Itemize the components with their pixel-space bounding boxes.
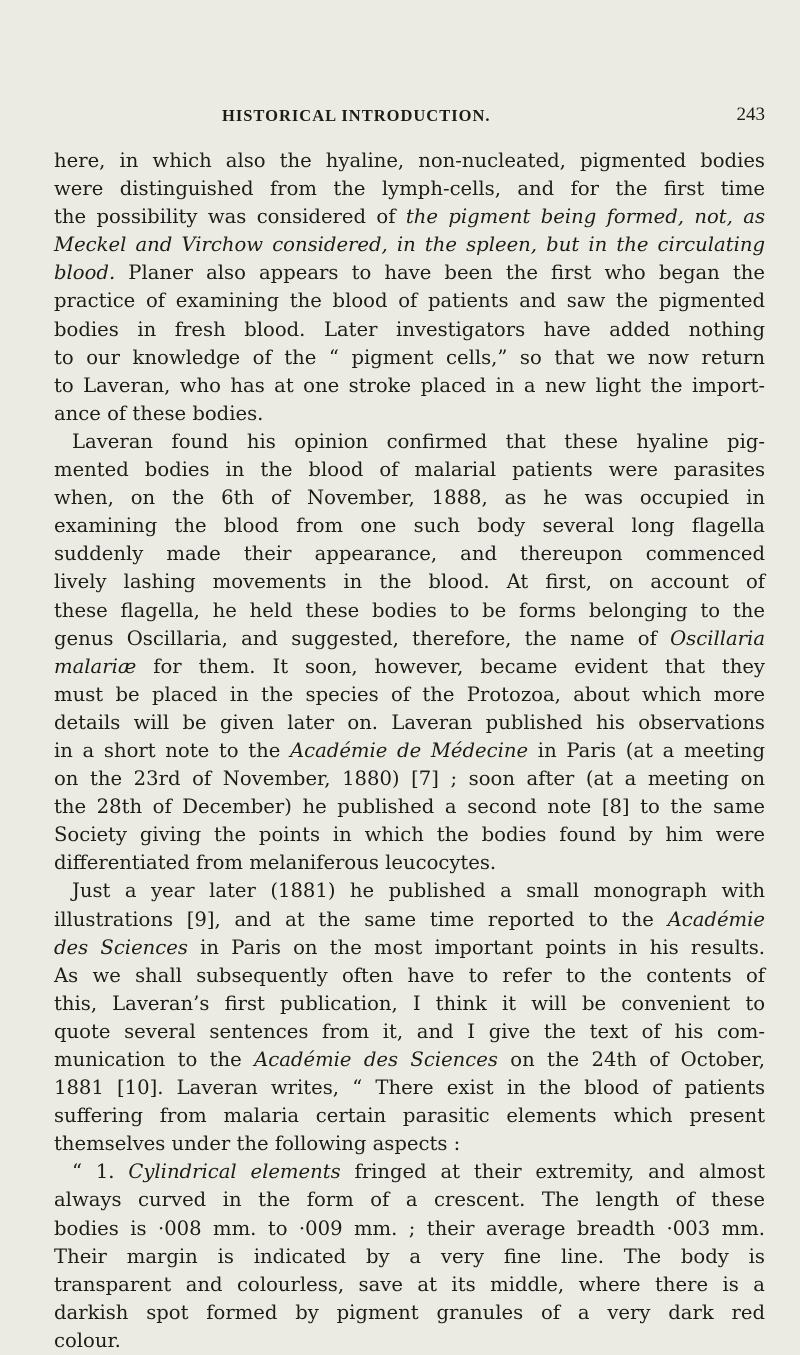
italic-text: Académie des Sciences — [254, 1048, 498, 1071]
text-line — [54, 428, 765, 456]
text-segment: darkish spot formed by pigment granules of a very dark red — [54, 1300, 765, 1324]
text-line — [54, 793, 765, 821]
text-segment: in a short note to the — [54, 738, 290, 762]
text-line — [54, 512, 765, 540]
text-line — [54, 344, 765, 372]
text-line — [54, 737, 765, 765]
text-line — [54, 287, 765, 315]
text-line — [54, 849, 765, 877]
text-line — [54, 1186, 765, 1214]
italic-text: the pigment being formed, not, as — [405, 205, 765, 229]
text-segment: suddenly made their appearance, and thereupon commenced — [54, 542, 765, 566]
italic-text: Académie — [667, 907, 765, 931]
text-line — [54, 1243, 765, 1271]
text-line — [54, 1074, 765, 1102]
text-segment: details will be given later on. Laveran published his observations — [54, 710, 765, 734]
text-line — [54, 625, 765, 653]
text-line — [54, 372, 765, 400]
italic-text: malariæ — [54, 654, 137, 678]
italic-text: Académie de Médecine — [289, 738, 529, 762]
text-segment: illustrations [9], and at the same time reported to the — [54, 907, 668, 931]
text-line — [54, 765, 765, 793]
text-line — [54, 1215, 765, 1243]
text-segment: practice of examining the blood of patients and saw the pigmented — [54, 289, 765, 313]
italic-text: Cylindrical elements — [128, 1160, 341, 1184]
text-segment: to our knowledge of the “ pigment cells,” so that we now return — [54, 345, 765, 369]
text-line — [54, 1046, 765, 1074]
text-segment: themselves under the following aspects : — [54, 1132, 461, 1156]
text-line — [54, 1158, 765, 1186]
text-line — [54, 1271, 765, 1299]
text-line — [54, 709, 765, 737]
text-line — [54, 540, 765, 568]
italic-text: des Sciences — [54, 935, 188, 959]
text-line — [54, 597, 765, 625]
text-line — [54, 1299, 765, 1327]
text-segment: in Paris (at a meeting — [528, 738, 766, 762]
text-segment: fringed at their extremity, and almost — [340, 1160, 765, 1184]
text-segment: suffering from malaria certain parasitic elements which present — [54, 1104, 765, 1128]
text-segment: were distinguished from the lymph-cells, and for the first time — [54, 177, 765, 201]
page-header — [0, 106, 800, 132]
text-segment: these flagella, he held these bodies to be forms belonging to the — [54, 598, 765, 622]
text-segment: genus Oscillaria, and suggested, therefore, the name of — [54, 626, 671, 650]
text-line — [54, 877, 765, 905]
italic-text: blood. — [54, 261, 116, 285]
text-segment: this, Laveran’s first publication, I think it will be convenient to — [54, 991, 765, 1015]
text-segment: lively lashing movements in the blood. At first, on account of — [54, 570, 765, 594]
text-segment: Their margin is indicated by a very fine line. The body is — [54, 1244, 765, 1268]
text-segment: when, on the 6th of November, 1888, as he was occupied in — [54, 486, 765, 510]
running-head: HISTORICAL INTRODUCTION. — [222, 106, 491, 125]
text-segment: Society giving the points in which the bodies found by him were — [54, 823, 765, 847]
text-segment: bodies is ·008 mm. to ·009 mm. ; their average breadth ·003 mm. — [54, 1216, 765, 1240]
text-segment: in Paris on the most important points in his results. — [187, 935, 765, 959]
text-segment: always curved in the form of a crescent. The length of these — [54, 1188, 765, 1212]
text-segment: the possibility was considered of — [54, 205, 406, 229]
text-line — [54, 990, 765, 1018]
text-segment: transparent and colourless, save at its middle, where there is a — [54, 1272, 765, 1296]
text-line — [54, 203, 765, 231]
text-line — [54, 962, 765, 990]
text-segment: quote several sentences from it, and I give the text of his com- — [54, 1019, 765, 1043]
text-segment: must be placed in the species of the Protozoa, about which more — [54, 682, 765, 706]
text-segment: for them. It soon, however, became evident that they — [136, 654, 765, 678]
text-segment: to Laveran, who has at one stroke placed in a new light the import- — [54, 373, 765, 397]
body-text — [54, 147, 765, 1355]
text-segment: on the 24th of October, — [497, 1048, 765, 1071]
text-line — [54, 175, 765, 203]
text-line — [54, 681, 765, 709]
text-line — [54, 653, 765, 681]
text-segment: differentiated from melaniferous leucocytes. — [54, 851, 497, 875]
text-line — [54, 1130, 765, 1158]
text-segment: bodies in fresh blood. Later investigators have added nothing — [54, 317, 765, 341]
text-line — [54, 906, 765, 934]
text-segment: “ 1. — [72, 1160, 129, 1184]
text-line — [54, 484, 765, 512]
text-segment: Laveran found his opinion confirmed that these hyaline pig- — [72, 429, 765, 453]
page-number: 243 — [736, 104, 765, 125]
text-line — [54, 568, 765, 596]
text-segment: the 28th of December) he published a second note [8] to the same — [54, 795, 765, 819]
text-line — [54, 456, 765, 484]
text-line — [54, 400, 765, 428]
text-line — [54, 821, 765, 849]
text-line — [54, 1327, 765, 1355]
text-line — [54, 1102, 765, 1130]
text-line — [54, 934, 765, 962]
text-segment: Just a year later (1881) he published a small monograph with — [72, 879, 765, 903]
text-line — [54, 259, 765, 287]
text-segment: on the 23rd of November, 1880) [7] ; soon after (at a meeting on — [54, 767, 765, 791]
text-segment: mented bodies in the blood of malarial patients were parasites — [54, 458, 765, 482]
text-line — [54, 147, 765, 175]
text-segment: examining the blood from one such body several long flagella — [54, 514, 765, 538]
text-segment: munication to the — [54, 1048, 255, 1071]
text-segment: colour. — [54, 1328, 121, 1352]
text-segment: As we shall subsequently often have to refer to the contents of — [54, 963, 765, 987]
text-segment: ance of these bodies. — [54, 401, 264, 425]
text-line — [54, 316, 765, 344]
text-segment: here, in which also the hyaline, non-nucleated, pigmented bodies — [54, 149, 765, 172]
text-line — [54, 1018, 765, 1046]
italic-text: Oscillaria — [670, 626, 765, 650]
text-segment: Planer also appears to have been the first who began the — [115, 261, 765, 285]
text-segment: 1881 [10]. Laveran writes, “ There exist in the blood of patients — [54, 1076, 765, 1100]
text-line — [54, 231, 765, 259]
italic-text: Meckel and Virchow considered, in the spleen, but in the circulating — [54, 233, 765, 257]
